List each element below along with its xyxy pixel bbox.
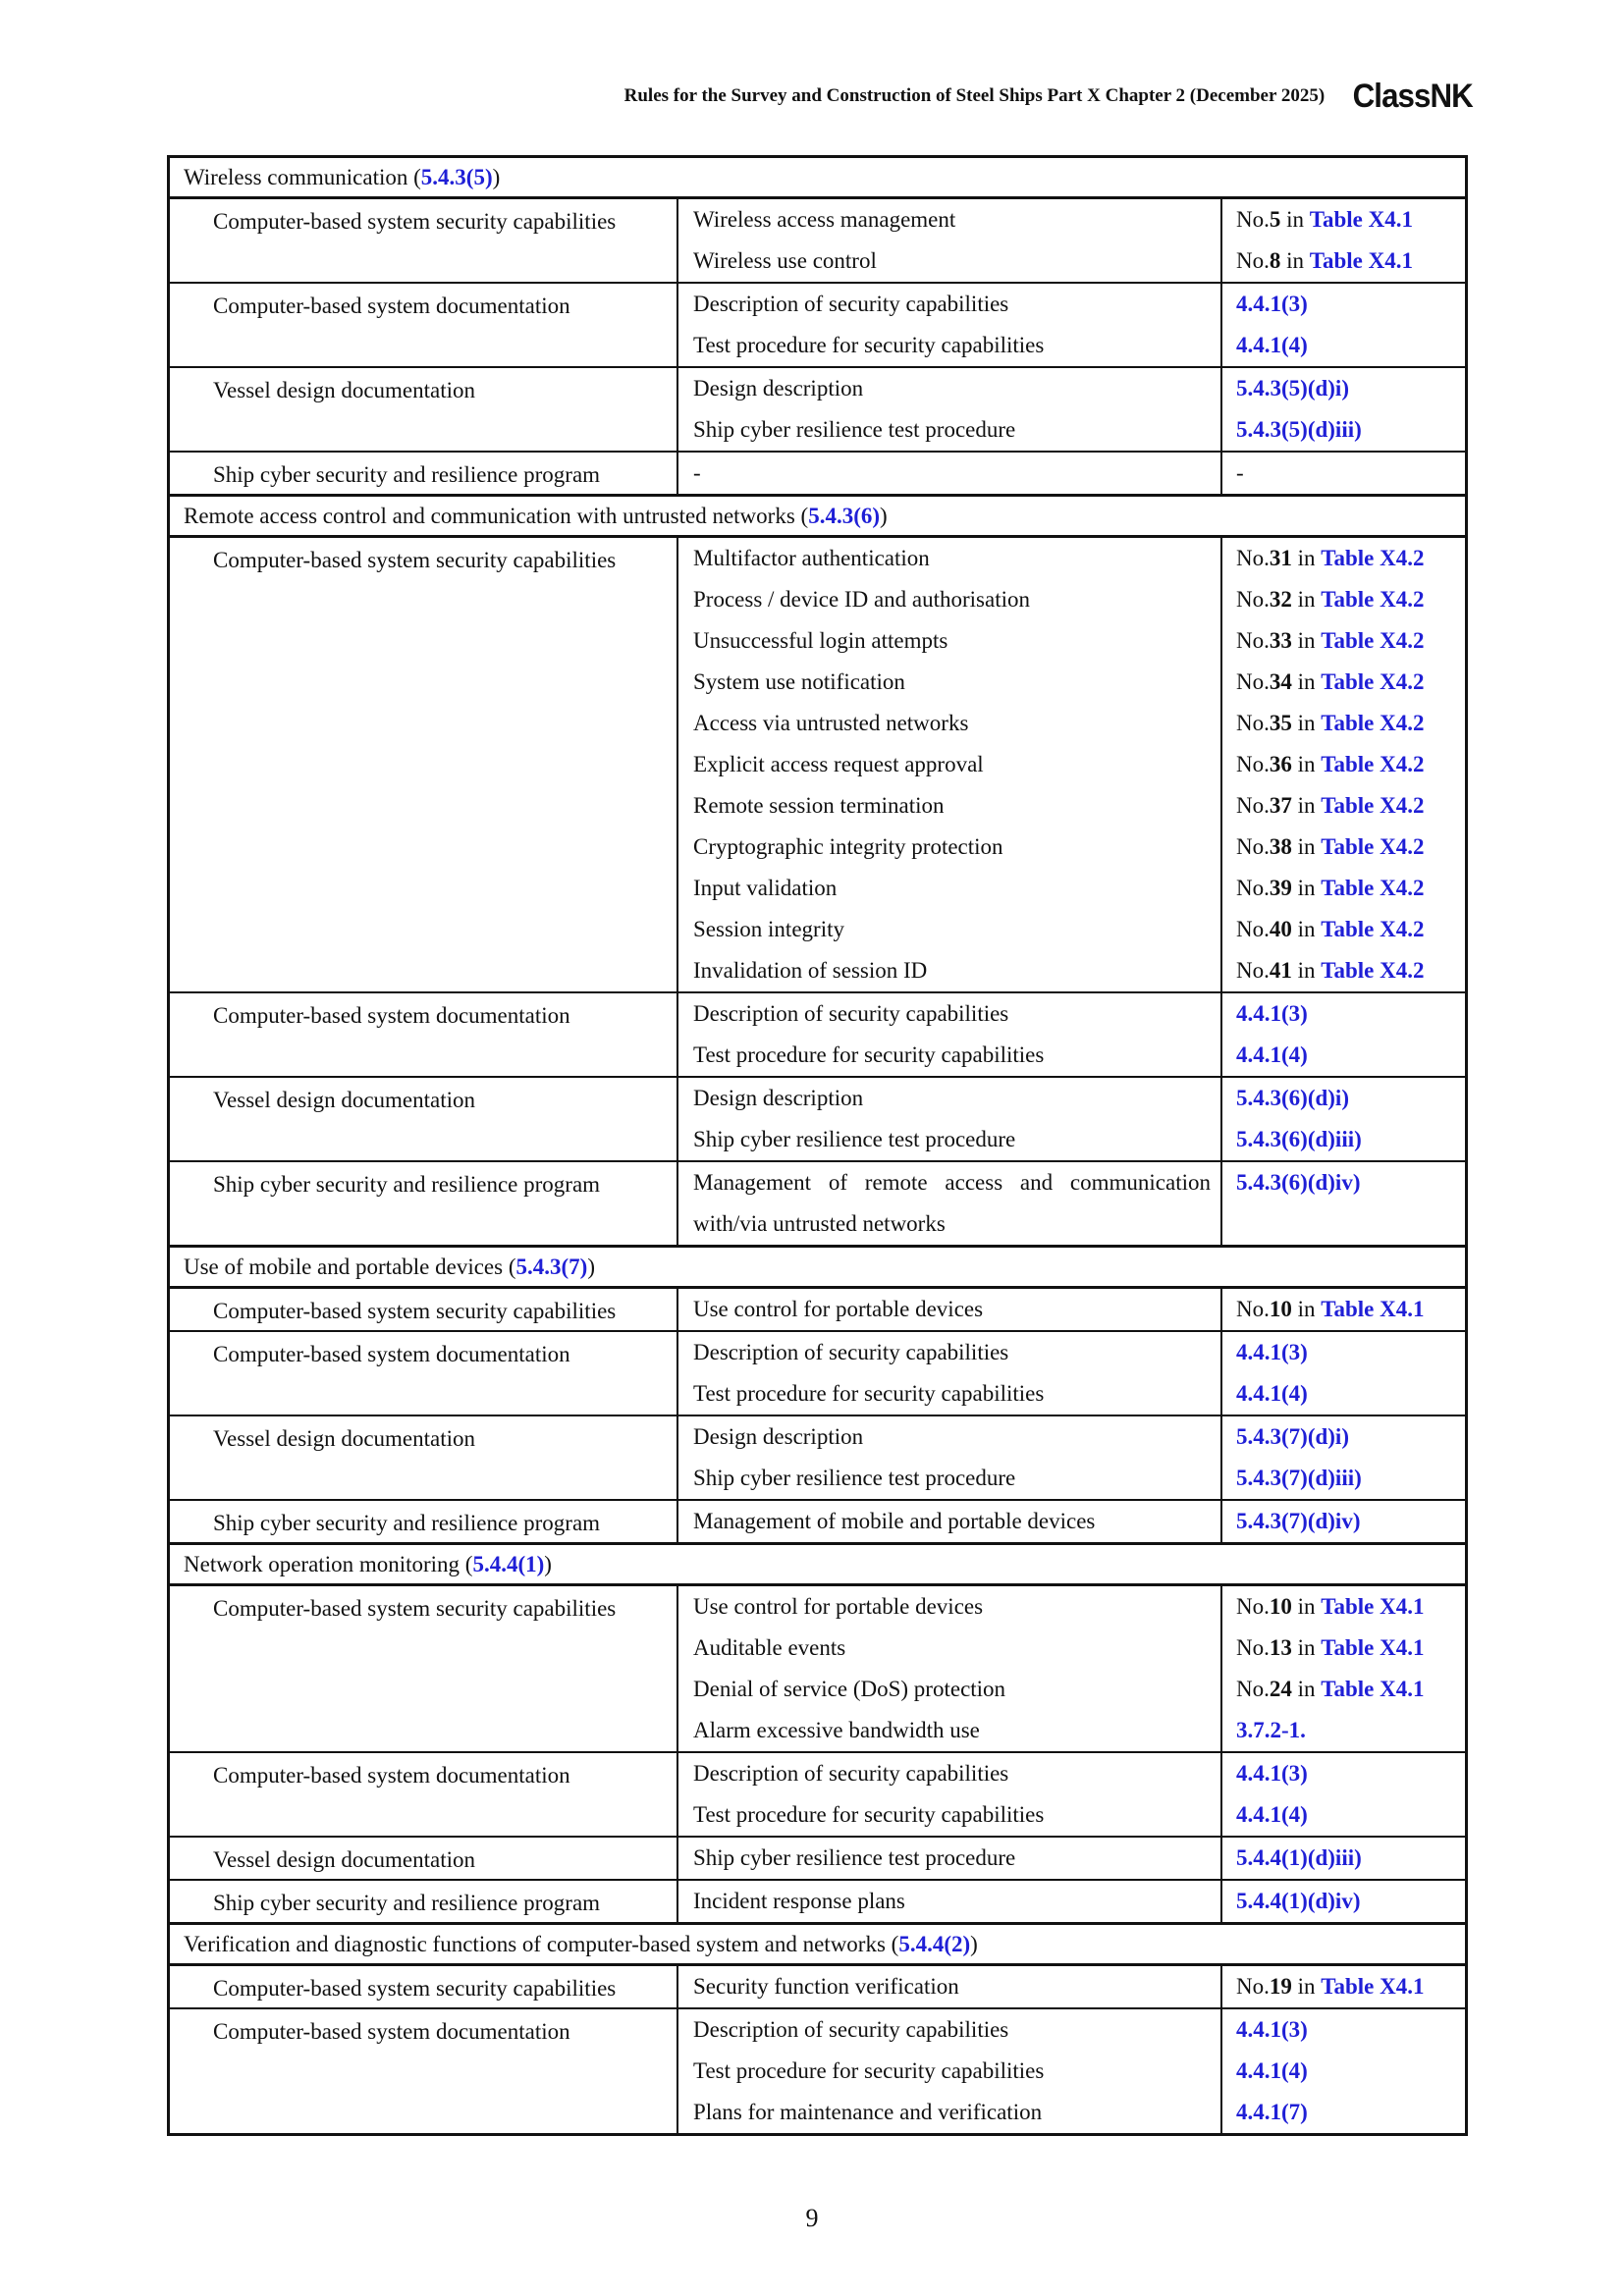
reference-line	[1222, 368, 1465, 409]
table-group-row	[170, 1751, 1465, 1836]
requirement-items-cell	[678, 1289, 1222, 1330]
reference-cell	[1222, 1881, 1465, 1922]
reference-line	[1222, 325, 1465, 366]
requirement-items-cell	[678, 199, 1222, 282]
table-section	[167, 1248, 1468, 1545]
reference-line	[1222, 284, 1465, 325]
reference-in-text: in	[1291, 669, 1322, 694]
requirement-item: Process / device ID and authorisation	[693, 587, 1030, 612]
reference-cell	[1222, 1966, 1465, 2007]
reference-cell	[1222, 993, 1465, 1076]
reference-number: 35	[1269, 711, 1292, 735]
reference-link[interactable]: 5.4.4(1)(d)iii)	[1236, 1845, 1362, 1870]
reference-link[interactable]: Table X4.2	[1321, 628, 1425, 653]
reference-link[interactable]: Table X4.1	[1321, 1677, 1425, 1701]
reference-link[interactable]: 4.4.1(3)	[1236, 1340, 1308, 1364]
reference-link[interactable]: Table X4.2	[1321, 958, 1425, 983]
requirement-item: Ship cyber resilience test procedure	[693, 1127, 1016, 1151]
reference-line	[1222, 1838, 1465, 1879]
table-group-row	[170, 1415, 1465, 1499]
section-heading	[170, 1545, 1465, 1586]
reference-line	[1222, 2051, 1465, 2092]
requirement-item: Cryptographic integrity protection	[693, 834, 1003, 859]
requirement-item: Design description	[693, 376, 864, 400]
reference-link[interactable]: Table X4.1	[1321, 1594, 1425, 1619]
reference-link[interactable]: 4.4.1(4)	[1236, 1802, 1308, 1827]
reference-line	[1222, 868, 1465, 909]
category-cell: Ship cyber security and resilience program	[170, 1162, 678, 1245]
reference-line	[1222, 703, 1465, 744]
reference-link[interactable]: 4.4.1(4)	[1236, 333, 1308, 357]
reference-line	[1222, 1289, 1465, 1330]
requirement-item: Wireless use control	[693, 248, 877, 273]
reference-in-text: in	[1291, 1677, 1322, 1701]
section-reference-link[interactable]: 5.4.3(5)	[420, 165, 493, 189]
requirement-items-cell	[678, 1838, 1222, 1879]
requirement-item: Test procedure for security capabilities	[693, 1381, 1045, 1406]
requirement-item: Description of security capabilities	[693, 1761, 1009, 1786]
section-title: Use of mobile and portable devices (	[184, 1255, 516, 1279]
requirement-items-cell	[678, 368, 1222, 451]
requirement-item: Multifactor authentication	[693, 546, 930, 570]
requirement-item: Input validation	[693, 876, 838, 900]
reference-in-text: in	[1291, 917, 1322, 941]
table-group-row	[170, 538, 1465, 991]
reference-cell	[1222, 368, 1465, 451]
reference-line	[1222, 1119, 1465, 1160]
requirement-item: Security function verification	[693, 1974, 959, 1999]
reference-number: 36	[1269, 752, 1292, 776]
reference-line	[1222, 199, 1465, 240]
page-number: 9	[805, 2204, 819, 2232]
reference-link[interactable]: Table X4.1	[1321, 1635, 1425, 1660]
reference-line	[1222, 1794, 1465, 1836]
requirement-items-cell	[678, 1966, 1222, 2007]
section-title: Remote access control and communication with untrusted networks (	[184, 504, 809, 528]
reference-link[interactable]: Table X4.2	[1321, 834, 1425, 859]
reference-prefix: No.	[1236, 207, 1270, 232]
reference-link[interactable]: 4.4.1(3)	[1236, 1761, 1308, 1786]
section-title-close: )	[544, 1552, 552, 1576]
requirements-table	[167, 155, 1468, 2136]
requirement-items-cell	[678, 1753, 1222, 1836]
table-group-row	[170, 1586, 1465, 1751]
reference-number: 13	[1269, 1635, 1292, 1660]
reference-in-text: in	[1291, 546, 1322, 570]
reference-line	[1222, 1966, 1465, 2007]
reference-prefix: No.	[1236, 711, 1270, 735]
reference-line	[1222, 785, 1465, 827]
reference-link[interactable]: Table X4.2	[1321, 546, 1425, 570]
reference-cell	[1222, 1586, 1465, 1751]
reference-line	[1222, 538, 1465, 579]
requirement-items-cell	[678, 453, 1222, 494]
reference-cell	[1222, 284, 1465, 366]
reference-prefix: No.	[1236, 752, 1270, 776]
section-title-close: )	[970, 1932, 978, 1956]
reference-link[interactable]: 4.4.1(3)	[1236, 2017, 1308, 2042]
category-cell: Vessel design documentation	[170, 1078, 678, 1160]
classnk-logo: ClassNK	[1352, 77, 1473, 115]
requirement-item: Alarm excessive bandwidth use	[693, 1718, 980, 1742]
reference-prefix: No.	[1236, 793, 1270, 818]
reference-line	[1222, 240, 1465, 282]
category-cell: Computer-based system security capabilities	[170, 1289, 678, 1330]
reference-line	[1222, 744, 1465, 785]
requirement-item: Access via untrusted networks	[693, 711, 969, 735]
reference-in-text: in	[1291, 834, 1322, 859]
reference-line	[1222, 409, 1465, 451]
category-cell: Vessel design documentation	[170, 368, 678, 451]
reference-in-text: in	[1291, 876, 1322, 900]
reference-prefix: No.	[1236, 248, 1270, 273]
requirement-items-cell	[678, 1586, 1222, 1751]
reference-line	[1222, 1710, 1465, 1751]
section-title-close: )	[492, 165, 501, 189]
reference-in-text: in	[1291, 752, 1322, 776]
table-section	[167, 1545, 1468, 1925]
reference-prefix: No.	[1236, 669, 1270, 694]
requirement-items-cell	[678, 1501, 1222, 1542]
table-group-row	[170, 1499, 1465, 1542]
reference-line	[1222, 827, 1465, 868]
category-cell: Computer-based system security capabilities	[170, 199, 678, 282]
section-reference-link[interactable]: 5.4.4(2)	[898, 1932, 971, 1956]
category-cell: Ship cyber security and resilience program	[170, 1501, 678, 1542]
requirement-item: Auditable events	[693, 1635, 846, 1660]
table-section	[167, 497, 1468, 1248]
category-cell: Computer-based system security capabilities	[170, 1586, 678, 1751]
reference-in-text: in	[1291, 1297, 1322, 1321]
section-heading	[170, 1248, 1465, 1289]
reference-cell	[1222, 538, 1465, 991]
requirement-item: Invalidation of session ID	[693, 958, 928, 983]
reference-link[interactable]: 5.4.3(7)(d)iv)	[1236, 1509, 1361, 1533]
reference-cell	[1222, 1332, 1465, 1415]
table-group-row	[170, 1836, 1465, 1879]
requirement-item: Design description	[693, 1424, 864, 1449]
category-cell: Computer-based system documentation	[170, 1753, 678, 1836]
reference-link[interactable]: Table X4.2	[1321, 587, 1425, 612]
reference-cell	[1222, 1501, 1465, 1542]
reference-prefix: No.	[1236, 1635, 1270, 1660]
reference-in-text: in	[1291, 793, 1322, 818]
document-title: Rules for the Survey and Construction of Steel Ships Part X Chapter 2 (December 2025)	[623, 85, 1326, 106]
reference-number: 39	[1269, 876, 1292, 900]
reference-link[interactable]: 4.4.1(4)	[1236, 1042, 1308, 1067]
reference-link[interactable]: 4.4.1(3)	[1236, 292, 1308, 316]
reference-number: 24	[1269, 1677, 1292, 1701]
reference-line	[1222, 1586, 1465, 1628]
reference-in-text: in	[1291, 628, 1322, 653]
reference-prefix: No.	[1236, 1594, 1270, 1619]
requirement-item: Test procedure for security capabilities	[693, 1802, 1045, 1827]
reference-line	[1222, 1881, 1465, 1922]
table-group-row	[170, 1879, 1465, 1922]
requirement-items-cell	[678, 2009, 1222, 2133]
reference-link[interactable]: Table X4.2	[1321, 711, 1425, 735]
reference-prefix: No.	[1236, 546, 1270, 570]
table-group-row	[170, 451, 1465, 494]
requirement-items-cell	[678, 993, 1222, 1076]
reference-number: 31	[1269, 546, 1292, 570]
category-cell: Computer-based system documentation	[170, 2009, 678, 2133]
reference-prefix: -	[1236, 460, 1244, 485]
requirement-items-cell	[678, 284, 1222, 366]
requirement-items-cell	[678, 1078, 1222, 1160]
reference-line	[1222, 2092, 1465, 2133]
reference-number: 33	[1269, 628, 1292, 653]
reference-prefix: No.	[1236, 587, 1270, 612]
reference-line	[1222, 1753, 1465, 1794]
reference-line	[1222, 993, 1465, 1035]
reference-link[interactable]: 5.4.3(6)(d)iv)	[1236, 1170, 1361, 1195]
reference-link[interactable]: 5.4.4(1)(d)iv)	[1236, 1889, 1361, 1913]
reference-line	[1222, 620, 1465, 662]
reference-link[interactable]: Table X4.1	[1321, 1297, 1425, 1321]
reference-in-text: in	[1291, 958, 1322, 983]
reference-link[interactable]: 5.4.3(6)(d)i)	[1236, 1086, 1349, 1110]
reference-line	[1222, 1501, 1465, 1542]
category-cell: Computer-based system documentation	[170, 1332, 678, 1415]
table-group-row	[170, 1289, 1465, 1330]
requirement-item: Denial of service (DoS) protection	[693, 1677, 1006, 1701]
requirement-item: Ship cyber resilience test procedure	[693, 1845, 1016, 1870]
table-group-row	[170, 2007, 1465, 2133]
requirement-item: Test procedure for security capabilities	[693, 2058, 1045, 2083]
category-cell: Vessel design documentation	[170, 1416, 678, 1499]
category-cell: Ship cyber security and resilience program	[170, 453, 678, 494]
requirement-items-cell	[678, 1162, 1222, 1245]
reference-line	[1222, 1458, 1465, 1499]
reference-cell	[1222, 199, 1465, 282]
table-group-row	[170, 199, 1465, 282]
reference-number: 10	[1269, 1297, 1292, 1321]
reference-link[interactable]: Table X4.2	[1321, 793, 1425, 818]
requirement-item: Explicit access request approval	[693, 752, 984, 776]
requirement-item: Use control for portable devices	[693, 1297, 984, 1321]
section-heading	[170, 497, 1465, 538]
reference-link[interactable]: Table X4.1	[1321, 1974, 1425, 1999]
reference-number: 8	[1269, 248, 1281, 273]
reference-link[interactable]: Table X4.1	[1309, 207, 1413, 232]
table-group-row	[170, 282, 1465, 366]
requirement-item: Wireless access management	[693, 207, 956, 232]
reference-link[interactable]: 4.4.1(3)	[1236, 1001, 1308, 1026]
requirement-item: Description of security capabilities	[693, 2017, 1009, 2042]
requirement-item: System use notification	[693, 669, 905, 694]
requirement-item: Description of security capabilities	[693, 1340, 1009, 1364]
reference-cell	[1222, 453, 1465, 494]
requirement-item: Description of security capabilities	[693, 1001, 1009, 1026]
requirement-item: Unsuccessful login attempts	[693, 628, 948, 653]
requirement-items-cell	[678, 1332, 1222, 1415]
table-group-row	[170, 1966, 1465, 2007]
reference-line	[1222, 1373, 1465, 1415]
reference-line	[1222, 1078, 1465, 1119]
reference-link[interactable]: 5.4.3(6)(d)iii)	[1236, 1127, 1362, 1151]
section-reference-link[interactable]: 5.4.3(6)	[808, 504, 881, 528]
reference-link[interactable]: 4.4.1(4)	[1236, 2058, 1308, 2083]
section-reference-link[interactable]: 5.4.4(1)	[472, 1552, 545, 1576]
reference-number: 38	[1269, 834, 1292, 859]
section-title: Wireless communication (	[184, 165, 421, 189]
reference-prefix: No.	[1236, 917, 1270, 941]
reference-prefix: No.	[1236, 1297, 1270, 1321]
reference-cell	[1222, 1753, 1465, 1836]
reference-link[interactable]: 5.4.3(5)(d)iii)	[1236, 417, 1362, 442]
reference-prefix: No.	[1236, 1677, 1270, 1701]
reference-line	[1222, 1035, 1465, 1076]
reference-cell	[1222, 2009, 1465, 2133]
page-header	[0, 77, 1473, 116]
reference-prefix: No.	[1236, 628, 1270, 653]
reference-link[interactable]: 5.4.3(5)(d)i)	[1236, 376, 1349, 400]
reference-line	[1222, 1416, 1465, 1458]
reference-number: 5	[1269, 207, 1281, 232]
section-title: Network operation monitoring (	[184, 1552, 473, 1576]
reference-prefix: No.	[1236, 958, 1270, 983]
reference-link[interactable]: 5.4.3(7)(d)iii)	[1236, 1466, 1362, 1490]
reference-cell	[1222, 1289, 1465, 1330]
table-group-row	[170, 366, 1465, 451]
reference-link[interactable]: Table X4.2	[1321, 917, 1425, 941]
section-reference-link[interactable]: 5.4.3(7)	[515, 1255, 588, 1279]
reference-link[interactable]: 3.7.2-1.	[1236, 1718, 1306, 1742]
category-cell: Ship cyber security and resilience program	[170, 1881, 678, 1922]
reference-number: 34	[1269, 669, 1292, 694]
section-title-close: )	[880, 504, 888, 528]
reference-line	[1222, 579, 1465, 620]
section-heading	[170, 1925, 1465, 1966]
reference-link[interactable]: 4.4.1(4)	[1236, 1381, 1308, 1406]
reference-in-text: in	[1291, 711, 1322, 735]
table-section	[167, 1925, 1468, 2136]
requirement-items-cell	[678, 1416, 1222, 1499]
reference-link[interactable]: 5.4.3(7)(d)i)	[1236, 1424, 1349, 1449]
reference-in-text: in	[1291, 1594, 1322, 1619]
reference-number: 10	[1269, 1594, 1292, 1619]
category-cell: Computer-based system documentation	[170, 284, 678, 366]
reference-line	[1222, 909, 1465, 950]
requirement-item: Description of security capabilities	[693, 292, 1009, 316]
requirement-item: Management of remote access and communication with/via untrusted networks	[693, 1170, 1211, 1236]
section-heading	[170, 158, 1465, 199]
reference-line	[1222, 1162, 1465, 1203]
reference-in-text: in	[1291, 587, 1322, 612]
reference-in-text: in	[1291, 1635, 1322, 1660]
reference-line	[1222, 950, 1465, 991]
requirement-item: Ship cyber resilience test procedure	[693, 417, 1016, 442]
requirement-item: Remote session termination	[693, 793, 945, 818]
requirement-item: Design description	[693, 1086, 864, 1110]
table-section	[167, 155, 1468, 497]
reference-in-text: in	[1280, 207, 1310, 232]
reference-line	[1222, 453, 1465, 494]
reference-cell	[1222, 1078, 1465, 1160]
reference-number: 40	[1269, 917, 1292, 941]
reference-line	[1222, 662, 1465, 703]
requirement-item: Use control for portable devices	[693, 1594, 984, 1619]
reference-link[interactable]: Table X4.2	[1321, 876, 1425, 900]
reference-cell	[1222, 1838, 1465, 1879]
requirement-item: Plans for maintenance and verification	[693, 2100, 1043, 2124]
requirement-item: Session integrity	[693, 917, 844, 941]
table-group-row	[170, 1076, 1465, 1160]
reference-prefix: No.	[1236, 1974, 1270, 1999]
reference-cell	[1222, 1416, 1465, 1499]
section-title: Verification and diagnostic functions of computer-based system and networks (	[184, 1932, 899, 1956]
requirement-item: Management of mobile and portable devices	[693, 1509, 1096, 1533]
requirement-items-cell	[678, 538, 1222, 991]
table-group-row	[170, 1160, 1465, 1245]
reference-in-text: in	[1280, 248, 1310, 273]
reference-prefix: No.	[1236, 834, 1270, 859]
table-group-row	[170, 1330, 1465, 1415]
reference-line	[1222, 1669, 1465, 1710]
category-cell: Computer-based system security capabilities	[170, 538, 678, 991]
section-title-close: )	[587, 1255, 595, 1279]
reference-number: 19	[1269, 1974, 1292, 1999]
reference-line	[1222, 1332, 1465, 1373]
requirement-item: Test procedure for security capabilities	[693, 1042, 1045, 1067]
reference-link[interactable]: 4.4.1(7)	[1236, 2100, 1308, 2124]
reference-line	[1222, 1628, 1465, 1669]
reference-prefix: No.	[1236, 876, 1270, 900]
reference-link[interactable]: Table X4.1	[1309, 248, 1413, 273]
reference-link[interactable]: Table X4.2	[1321, 752, 1425, 776]
requirement-item: -	[693, 460, 701, 485]
table-group-row	[170, 991, 1465, 1076]
reference-link[interactable]: Table X4.2	[1321, 669, 1425, 694]
requirement-item: Test procedure for security capabilities	[693, 333, 1045, 357]
reference-number: 41	[1269, 958, 1292, 983]
requirement-item: Incident response plans	[693, 1889, 905, 1913]
requirement-items-cell	[678, 1881, 1222, 1922]
reference-number: 32	[1269, 587, 1292, 612]
reference-number: 37	[1269, 793, 1292, 818]
reference-line	[1222, 2009, 1465, 2051]
category-cell: Computer-based system security capabilities	[170, 1966, 678, 2007]
category-cell: Vessel design documentation	[170, 1838, 678, 1879]
category-cell: Computer-based system documentation	[170, 993, 678, 1076]
reference-in-text: in	[1291, 1974, 1322, 1999]
reference-cell	[1222, 1162, 1465, 1245]
requirement-item: Ship cyber resilience test procedure	[693, 1466, 1016, 1490]
